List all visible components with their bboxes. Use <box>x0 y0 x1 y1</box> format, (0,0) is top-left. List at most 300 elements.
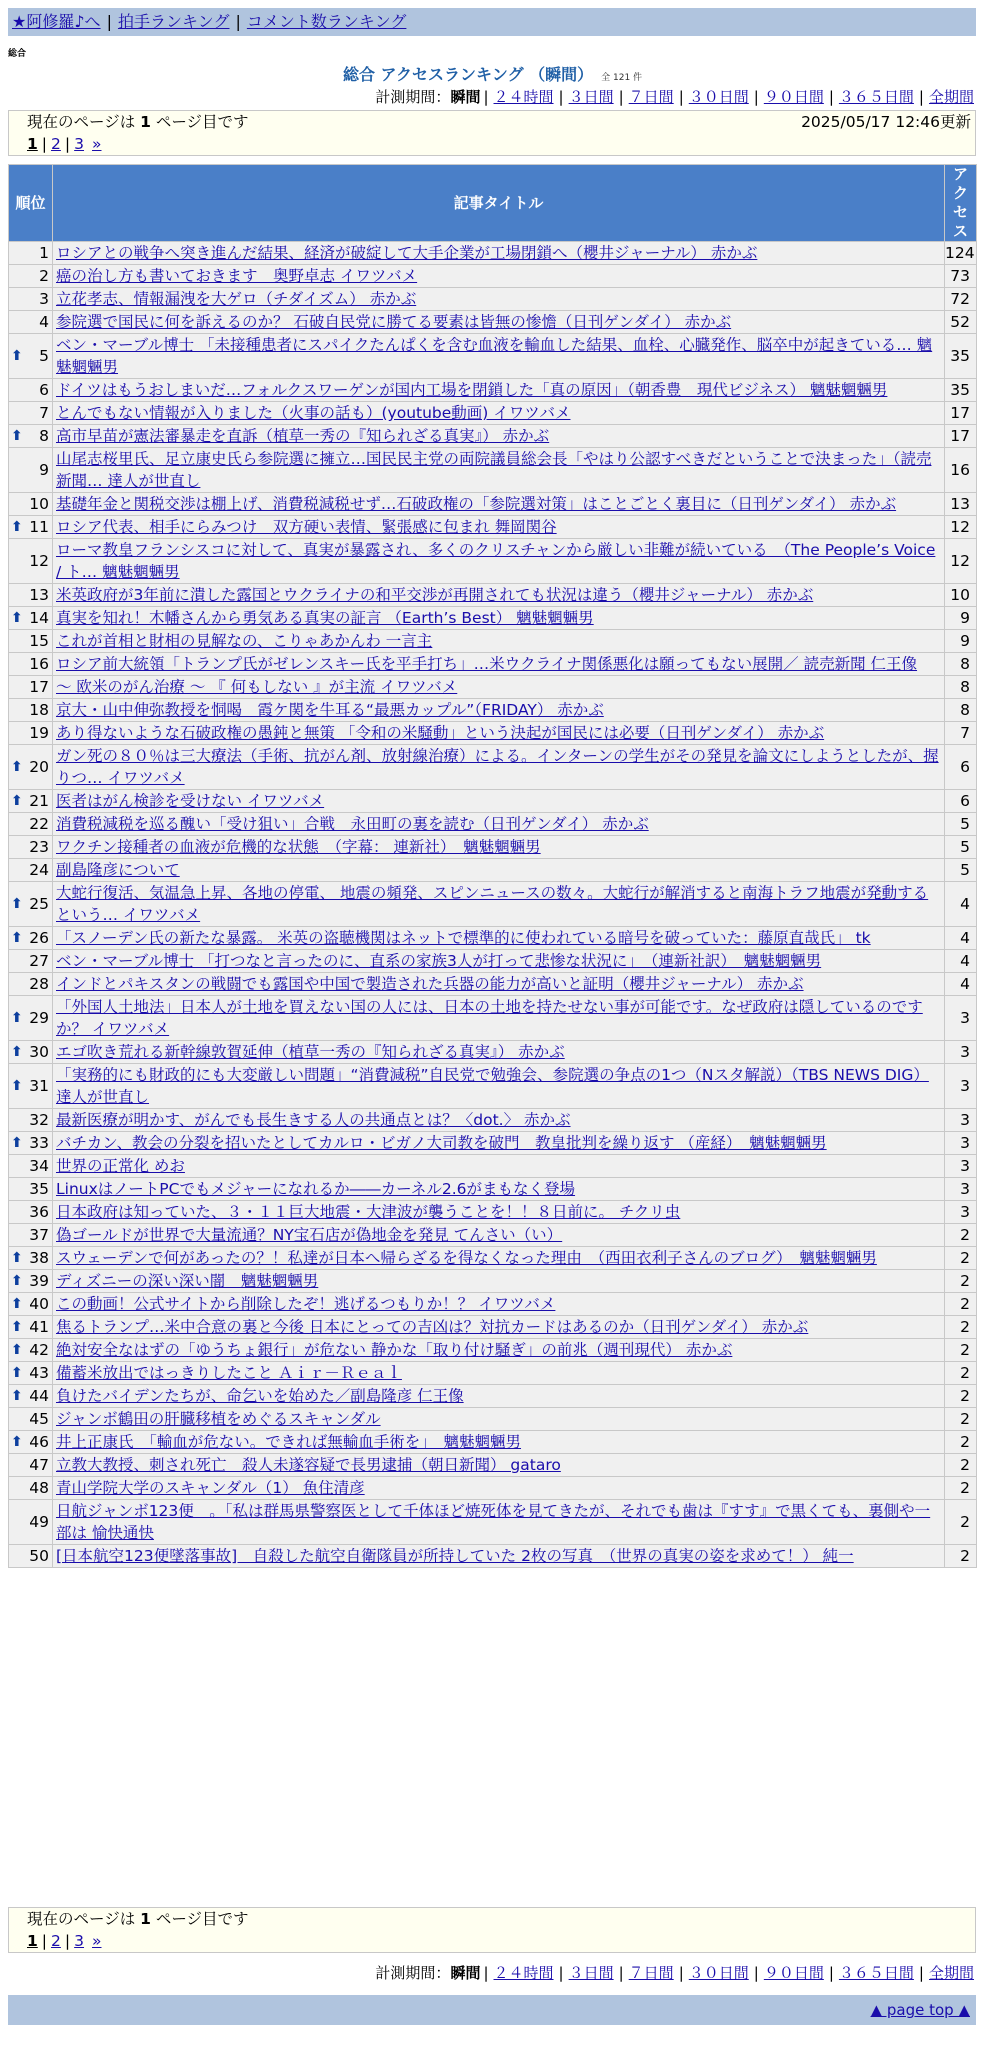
rank-number: 48 <box>29 1479 49 1497</box>
rank-cell <box>9 379 53 402</box>
article-title-link[interactable]: 消費税減税を巡る醜い「受け狙い」合戦 永田町の裏を読む（日刊ゲンダイ） 赤かぶ <box>56 815 649 833</box>
table-row <box>9 379 977 402</box>
rank-up-arrow-icon: ⬆ <box>11 348 23 364</box>
title-cell <box>53 722 945 745</box>
rank-number: 8 <box>39 427 49 445</box>
article-title-link[interactable]: これが首相と財相の見解なの、こりゃあかんわ 一言主 <box>56 632 433 650</box>
access-count: 52 <box>945 311 977 334</box>
access-count: 13 <box>945 493 977 516</box>
rank-up-arrow-icon: ⬆ <box>11 1250 23 1266</box>
article-title-link[interactable]: 世界の正常化 めお <box>56 1157 185 1175</box>
rank-number: 23 <box>29 838 49 856</box>
access-count: 4 <box>945 927 977 950</box>
rank-up-arrow-icon: ⬆ <box>11 896 23 912</box>
access-count: 5 <box>945 836 977 859</box>
page-status <box>9 1908 975 1930</box>
article-title-link[interactable]: 「実務的にも財政的にも大変厳しい問題」“消費減税”自民党で勉強会、参院選の争点の1つ（Nスタ解説）（TBS NEWS DIG） 達人が世直し <box>56 1066 929 1106</box>
rank-number: 40 <box>29 1295 49 1313</box>
rank-number: 5 <box>39 347 49 365</box>
rank-up-arrow-icon: ⬆ <box>11 759 23 775</box>
title-cell <box>53 584 945 607</box>
table-row <box>9 584 977 607</box>
rank-cell <box>9 607 53 630</box>
rank-number: 17 <box>29 678 49 696</box>
title-cell <box>53 676 945 699</box>
table-row <box>9 1247 977 1270</box>
ranking-rows <box>9 242 977 1568</box>
rank-number: 30 <box>29 1043 49 1061</box>
article-title-link[interactable]: 青山学院大学のスキャンダル（1） 魚住清彦 <box>56 1479 365 1497</box>
page-top-link[interactable]: ▲ page top ▲ <box>870 2001 970 2019</box>
title-cell <box>53 402 945 425</box>
title-cell <box>53 493 945 516</box>
table-row <box>9 882 977 927</box>
rank-cell <box>9 745 53 790</box>
table-row <box>9 1408 977 1431</box>
title-cell <box>53 539 945 584</box>
access-count: 5 <box>945 813 977 836</box>
title-cell <box>53 1339 945 1362</box>
rank-number: 4 <box>39 313 49 331</box>
title-cell <box>53 1408 945 1431</box>
rank-cell <box>9 1408 53 1431</box>
table-row <box>9 1178 977 1201</box>
period-current: 瞬間 <box>450 88 481 106</box>
table-row <box>9 1339 977 1362</box>
page-status-suffix: ページ目です <box>150 1910 249 1928</box>
rank-cell <box>9 1178 53 1201</box>
title-cell <box>53 950 945 973</box>
table-row <box>9 745 977 790</box>
article-title-link[interactable]: ローマ教皇フランシスコに対して、真実が暴露され、多くのクリスチャンから厳しい非難が続いている （The People’s Voice / ト… 魑魅魍魎男 <box>56 541 936 581</box>
rank-number: 39 <box>29 1272 49 1290</box>
title-cell <box>53 448 945 493</box>
article-title-link[interactable]: 京大・山中伸弥教授を恫喝 霞ケ関を牛耳る“最悪カップル”（FRIDAY） 赤かぶ <box>56 701 604 719</box>
rank-number: 10 <box>29 495 49 513</box>
page-link-3[interactable]: 3 <box>74 135 85 153</box>
article-title-link[interactable]: ベン・マーブル博士 「未接種患者にスパイクたんぱくを含む血液を輸血した結果、血栓、心臓発作、脳卒中が起きている… 魑魅魍魎男 <box>56 336 933 376</box>
rank-number: 25 <box>29 895 49 913</box>
article-title-link[interactable]: 「スノーデン氏の新たな暴露。 米英の盗聴機関はネットで標準的に使われている暗号を破っていた：藤原直哉氏」 tk <box>56 929 871 947</box>
article-title-link[interactable]: ドイツはもうおしまいだ…フォルクスワーゲンが国内工場を閉鎖した「真の原因」（朝香豊 現代ビジネス） 魑魅魍魎男 <box>56 381 888 399</box>
site-home-link[interactable]: ★阿修羅♪へ <box>12 12 101 31</box>
article-title-link[interactable]: 副島隆彦について <box>56 861 180 879</box>
page-status-prefix: 現在のページは <box>27 1910 141 1928</box>
rank-number: 41 <box>29 1318 49 1336</box>
table-row <box>9 836 977 859</box>
article-title-link[interactable]: 高市早苗が憲法審暴走を直訴（植草一秀の『知られざる真実』） 赤かぶ <box>56 427 550 445</box>
access-count: 3 <box>945 1064 977 1109</box>
article-title-link[interactable]: ガン死の８０％は三大療法（手術、抗がん剤、放射線治療）による。インターンの学生がその発見を論文にしようとしたが、握りつ… イワツバメ <box>56 747 939 787</box>
rank-cell <box>9 630 53 653</box>
article-title-link[interactable]: [日本航空123便墜落事故] 自殺した航空自衛隊員が所持していた 2枚の写真 （世界の真実の姿を求めて！） 純一 <box>56 1547 854 1565</box>
title-cell <box>53 1385 945 1408</box>
access-count: 124 <box>945 242 977 265</box>
rank-up-arrow-icon: ⬆ <box>11 1365 23 1381</box>
rank-cell <box>9 676 53 699</box>
title-cell <box>53 1545 945 1568</box>
page-title <box>0 62 985 85</box>
article-title-link[interactable]: ディズニーの深い深い闇 魑魅魍魎男 <box>56 1272 319 1290</box>
table-row <box>9 859 977 882</box>
access-count: 2 <box>945 1293 977 1316</box>
period-90d-link[interactable]: ９０日間 <box>763 1964 824 1982</box>
rank-number: 6 <box>39 381 49 399</box>
updated-timestamp: 2025/05/17 12:46更新 <box>801 113 971 131</box>
period-all-link[interactable]: 全期間 <box>928 88 974 106</box>
title-cell <box>53 1500 945 1545</box>
article-title-link[interactable]: 真実を知れ！木幡さんから勇気ある真実の証言 （Earth’s Best） 魑魅魍魎男 <box>56 609 594 627</box>
table-row <box>9 927 977 950</box>
period-90d-link[interactable]: ９０日間 <box>763 88 824 106</box>
rank-cell <box>9 1454 53 1477</box>
rank-number: 13 <box>29 586 49 604</box>
table-row <box>9 607 977 630</box>
table-row <box>9 1545 977 1568</box>
rank-number: 15 <box>29 632 49 650</box>
page-link-next[interactable]: » <box>92 1932 102 1950</box>
rank-cell <box>9 539 53 584</box>
rank-cell <box>9 493 53 516</box>
article-title-link[interactable]: 偽ゴールドが世界で大量流通？NY宝石店が偽地金を発見 てんさい（い） <box>56 1226 563 1244</box>
title-cell <box>53 425 945 448</box>
title-cell <box>53 265 945 288</box>
access-count: 2 <box>945 1545 977 1568</box>
article-title-link[interactable]: インドとパキスタンの戦闘でも露国や中国で製造された兵器の能力が高いと証明（櫻井ジャーナル） 赤かぶ <box>56 975 804 993</box>
rank-cell <box>9 1500 53 1545</box>
period-24h-link[interactable]: ２４時間 <box>493 1964 554 1982</box>
rank-up-arrow-icon: ⬆ <box>11 1010 23 1026</box>
article-title-link[interactable]: 備蓄米放出ではっきりしたこと Ａｉｒ－Ｒｅａｌ <box>56 1364 402 1382</box>
article-title-link[interactable]: ロシア代表、相手にらみつけ 双方硬い表情、緊張感に包まれ 舞岡関谷 <box>56 518 557 536</box>
period-30d-link[interactable]: ３０日間 <box>688 88 749 106</box>
article-title-link[interactable]: 立花孝志、情報漏洩を大ゲロ（チダイズム） 赤かぶ <box>56 290 417 308</box>
table-row <box>9 630 977 653</box>
rank-cell <box>9 1477 53 1500</box>
article-title-link[interactable]: 参院選で国民に何を訴えるのか？ 石破自民党に勝てる要素は皆無の惨憺（日刊ゲンダイ） 赤かぶ <box>56 313 732 331</box>
rank-number: 3 <box>39 290 49 308</box>
article-title-link[interactable]: 山尾志桜里氏、足立康史氏ら参院選に擁立…国民民主党の両院議員総会長「やはり公認すべきだということで決まった」（読売新聞… 達人が世直し <box>56 450 932 490</box>
table-row <box>9 311 977 334</box>
rank-number: 11 <box>29 518 49 536</box>
title-cell <box>53 1270 945 1293</box>
access-count: 2 <box>945 1339 977 1362</box>
table-row <box>9 676 977 699</box>
title-cell <box>53 1041 945 1064</box>
period-3d-link[interactable]: ３日間 <box>568 88 614 106</box>
access-count: 3 <box>945 1178 977 1201</box>
article-title-link[interactable]: ロシアとの戦争へ突き進んだ結果、経済が破綻して大手企業が工場閉鎖へ（櫻井ジャーナル） 赤かぶ <box>56 244 758 262</box>
article-title-link[interactable]: 「外国人土地法」日本人が土地を買えない国の人には、日本の土地を持たせない事が可能です。なぜ政府は隠しているのですか？ イワツバメ <box>56 998 923 1038</box>
rank-number: 14 <box>29 609 49 627</box>
page-status <box>9 111 975 133</box>
rank-up-arrow-icon: ⬆ <box>11 1319 23 1335</box>
article-title-link[interactable]: 癌の治し方も書いておきます 奥野卓志 イワツバメ <box>56 267 418 285</box>
access-count: 35 <box>945 334 977 379</box>
article-title-link[interactable]: 井上正康氏 「輸血が危ない。できれば無輸血手術を」 魑魅魍魎男 <box>56 1433 522 1451</box>
clap-ranking-link[interactable]: 拍手ランキング <box>117 12 230 31</box>
rank-cell <box>9 1132 53 1155</box>
header-count: アクセス <box>945 165 977 242</box>
table-row <box>9 493 977 516</box>
article-title-link[interactable]: 最新医療が明かす、がんでも長生きする人の共通点とは？〈dot.〉 赤かぶ <box>56 1111 571 1129</box>
article-title-link[interactable]: 日本政府は知っていた、３・１１巨大地震・大津波が襲うことを！！８日前に。 チクリ虫 <box>56 1203 681 1221</box>
title-cell <box>53 311 945 334</box>
period-24h-link[interactable]: ２４時間 <box>493 88 554 106</box>
article-title-link[interactable]: 米英政府が3年前に潰した露国とウクライナの和平交渉が再開されても状況は違う（櫻井ジャーナル） 赤かぶ <box>56 586 814 604</box>
access-count: 3 <box>945 996 977 1041</box>
rank-number: 37 <box>29 1226 49 1244</box>
table-row <box>9 402 977 425</box>
title-cell <box>53 699 945 722</box>
title-cell <box>53 1431 945 1454</box>
access-count: 6 <box>945 745 977 790</box>
page-status-prefix: 現在のページは <box>27 113 141 131</box>
rank-number: 1 <box>39 244 49 262</box>
article-title-link[interactable]: 医者はがん検診を受けない イワツバメ <box>56 792 325 810</box>
rank-cell <box>9 950 53 973</box>
article-title-link[interactable]: 基礎年金と関税交渉は棚上げ、消費税減税せず…石破政権の「参院選対策」はことごとく裏目に（日刊ゲンダイ） 赤かぶ <box>56 495 897 513</box>
table-row <box>9 1362 977 1385</box>
rank-number: 43 <box>29 1364 49 1382</box>
title-cell <box>53 1293 945 1316</box>
title-cell <box>53 1132 945 1155</box>
rank-cell <box>9 859 53 882</box>
rank-up-arrow-icon: ⬆ <box>11 1273 23 1289</box>
table-row <box>9 722 977 745</box>
title-cell <box>53 242 945 265</box>
access-count: 12 <box>945 516 977 539</box>
article-title-link[interactable]: LinuxはノートPCでもメジャーになれるか――カーネル2.6がまもなく登場 <box>56 1180 576 1198</box>
rank-up-arrow-icon: ⬆ <box>11 519 23 535</box>
title-cell <box>53 1064 945 1109</box>
access-count: 6 <box>945 790 977 813</box>
rank-cell <box>9 1316 53 1339</box>
page-link-2[interactable]: 2 <box>51 1932 61 1950</box>
rank-number: 33 <box>29 1134 49 1152</box>
nav-separator: | <box>235 12 241 31</box>
period-365d-link[interactable]: ３６５日間 <box>838 1964 914 1982</box>
access-count: 3 <box>945 1201 977 1224</box>
access-count: 2 <box>945 1431 977 1454</box>
period-30d-link[interactable]: ３０日間 <box>688 1964 749 1982</box>
page-link-next[interactable]: » <box>92 135 102 153</box>
article-title-link[interactable]: 日航ジャンボ123便 。「私は群馬県警察医として千体ほど焼死体を見てきたが、それでも歯は『すす』で黒くても、裏側や一部は 愉快通快 <box>56 1502 931 1542</box>
title-cell <box>53 516 945 539</box>
table-row <box>9 790 977 813</box>
article-title-link[interactable]: 大蛇行復活、気温急上昇、各地の停電、 地震の頻発、スピンニュースの数々。大蛇行が解消すると南海トラフ地震が発動するという… イワツバメ <box>56 884 929 924</box>
access-count: 9 <box>945 607 977 630</box>
article-title-link[interactable]: ワクチン接種者の血液が危機的な状態 （字幕： 連新社） 魑魅魍魎男 <box>56 838 541 856</box>
period-7d-link[interactable]: ７日間 <box>628 88 674 106</box>
access-count: 4 <box>945 882 977 927</box>
table-row <box>9 1155 977 1178</box>
title-cell <box>53 1109 945 1132</box>
title-cell <box>53 1316 945 1339</box>
page-link-3[interactable]: 3 <box>74 1932 85 1950</box>
rank-up-arrow-icon: ⬆ <box>11 930 23 946</box>
period-7d-link[interactable]: ７日間 <box>628 1964 674 1982</box>
rank-number: 22 <box>29 815 49 833</box>
access-count: 9 <box>945 630 977 653</box>
access-count: 2 <box>945 1500 977 1545</box>
article-title-link[interactable]: この動画！公式サイトから削除したぞ！逃げるつもりか！？ イワツバメ <box>56 1295 556 1313</box>
period-all-link[interactable]: 全期間 <box>928 1964 974 1982</box>
access-count: 4 <box>945 950 977 973</box>
rank-number: 42 <box>29 1341 49 1359</box>
rank-cell <box>9 1247 53 1270</box>
rank-up-arrow-icon: ⬆ <box>11 1296 23 1312</box>
rank-up-arrow-icon: ⬆ <box>11 793 23 809</box>
page-link-current: 1 <box>27 135 38 153</box>
table-row <box>9 1201 977 1224</box>
rank-cell <box>9 1224 53 1247</box>
article-title-link[interactable]: 焦るトランプ…米中合意の裏と今後 日本にとっての吉凶は？対抗カードはあるのか（日刊ゲンダイ） 赤かぶ <box>56 1318 809 1336</box>
table-row <box>9 1064 977 1109</box>
rank-number: 34 <box>29 1157 49 1175</box>
rank-cell <box>9 1109 53 1132</box>
rank-number: 31 <box>29 1077 49 1095</box>
rank-cell <box>9 448 53 493</box>
title-cell <box>53 927 945 950</box>
rank-cell <box>9 927 53 950</box>
rank-number: 16 <box>29 655 49 673</box>
table-row <box>9 265 977 288</box>
rank-cell <box>9 996 53 1041</box>
rank-number: 26 <box>29 929 49 947</box>
table-row <box>9 950 977 973</box>
article-title-link[interactable]: 立教大教授、刺され死亡 殺人未遂容疑で長男逮捕（朝日新聞） gataro <box>56 1456 561 1474</box>
title-cell <box>53 813 945 836</box>
period-current: 瞬間 <box>450 1964 481 1982</box>
rank-number: 24 <box>29 861 49 879</box>
rank-number: 38 <box>29 1249 49 1267</box>
article-title-link[interactable]: ～ 欧米のがん治療 ～ 『 何もしない 』が主流 イワツバメ <box>56 678 458 696</box>
rank-up-arrow-icon: ⬆ <box>11 610 23 626</box>
table-row <box>9 1316 977 1339</box>
article-title-link[interactable]: ジャンボ鶴田の肝臓移植をめぐるスキャンダル <box>56 1410 381 1428</box>
title-cell <box>53 745 945 790</box>
access-count: 12 <box>945 539 977 584</box>
title-cell <box>53 288 945 311</box>
title-cell <box>53 882 945 927</box>
title-cell <box>53 1201 945 1224</box>
table-row <box>9 1431 977 1454</box>
access-count: 2 <box>945 1362 977 1385</box>
rank-cell <box>9 699 53 722</box>
header-rank: 順位 <box>9 165 53 242</box>
page-link-2[interactable]: 2 <box>51 135 61 153</box>
rank-number: 32 <box>29 1111 49 1129</box>
access-count: 16 <box>945 448 977 493</box>
access-count: 3 <box>945 1109 977 1132</box>
access-count: 8 <box>945 676 977 699</box>
access-count: 2 <box>945 1224 977 1247</box>
rank-cell <box>9 1041 53 1064</box>
rank-cell <box>9 1339 53 1362</box>
article-title-link[interactable]: 負けたバイデンたちが、命乞いを始めた／副島隆彦 仁王像 <box>56 1387 464 1405</box>
access-count: 73 <box>945 265 977 288</box>
access-count: 3 <box>945 1155 977 1178</box>
pagination-bottom <box>8 1907 976 1953</box>
rank-up-arrow-icon: ⬆ <box>11 1135 23 1151</box>
total-count: 全 121 件 <box>601 73 643 83</box>
rank-cell <box>9 402 53 425</box>
article-title-link[interactable]: バチカン、教会の分裂を招いたとしてカルロ・ビガノ大司教を破門 教皇批判を繰り返す （産経） 魑魅魍魎男 <box>56 1134 827 1152</box>
rank-number: 45 <box>29 1410 49 1428</box>
rank-up-arrow-icon: ⬆ <box>11 1342 23 1358</box>
access-count: 17 <box>945 402 977 425</box>
rank-number: 44 <box>29 1387 49 1405</box>
access-count: 4 <box>945 973 977 996</box>
rank-up-arrow-icon: ⬆ <box>11 428 23 444</box>
title-cell <box>53 859 945 882</box>
article-title-link[interactable]: ロシア前大統領「トランプ氏がゼレンスキー氏を平手打ち」…米ウクライナ関係悪化は願ってもない展開／ 読売新聞 仁王像 <box>56 655 918 673</box>
rank-cell <box>9 836 53 859</box>
footer-bar <box>8 1995 976 2025</box>
rank-up-arrow-icon: ⬆ <box>11 1388 23 1404</box>
access-count: 5 <box>945 859 977 882</box>
rank-cell <box>9 334 53 379</box>
rank-cell <box>9 1545 53 1568</box>
access-count: 35 <box>945 379 977 402</box>
article-title-link[interactable]: あり得ないような石破政権の愚鈍と無策 「令和の米騒動」という決起が国民には必要（日刊ゲンダイ） 赤かぶ <box>56 724 825 742</box>
rank-number: 29 <box>29 1009 49 1027</box>
article-title-link[interactable]: 絶対安全なはずの「ゆうちょ銀行」が危ない 静かな「取り付け騒ぎ」の前兆（週刊現代） 赤かぶ <box>56 1341 733 1359</box>
table-header-row <box>9 165 977 242</box>
rank-number: 12 <box>29 552 49 570</box>
ranking-table <box>8 164 977 1568</box>
table-row <box>9 1270 977 1293</box>
rank-number: 21 <box>29 792 49 810</box>
rank-cell <box>9 790 53 813</box>
comment-ranking-link[interactable]: コメント数ランキング <box>246 12 407 31</box>
page-links: 1 | 2 | 3 » <box>27 135 102 153</box>
title-cell <box>53 1477 945 1500</box>
access-count: 3 <box>945 1132 977 1155</box>
table-row <box>9 1500 977 1545</box>
title-cell <box>53 1247 945 1270</box>
access-count: 2 <box>945 1316 977 1339</box>
access-count: 2 <box>945 1385 977 1408</box>
table-row <box>9 1454 977 1477</box>
table-row <box>9 1477 977 1500</box>
period-3d-link[interactable]: ３日間 <box>568 1964 614 1982</box>
rank-up-arrow-icon: ⬆ <box>11 1078 23 1094</box>
period-selector-top: 計測期間：瞬間 | ２４時間 | ３日間 | ７日間 | ３０日間 | ９０日間 | ３６５日間 | 全期間 <box>375 88 974 106</box>
article-title-link[interactable]: エゴ吹き荒れる新幹線敦賀延伸（植草一秀の『知られざる真実』） 赤かぶ <box>56 1043 565 1061</box>
table-row <box>9 1293 977 1316</box>
article-title-link[interactable]: とんでもない情報が入りました（火事の話も）(youtube動画) イワツバメ <box>56 404 571 422</box>
title-cell <box>53 1178 945 1201</box>
rank-cell <box>9 722 53 745</box>
article-title-link[interactable]: ベン・マーブル博士 「打つなと言ったのに、直系の家族3人が打って悲惨な状況に」 （連新社訳） 魑魅魍魎男 <box>56 952 822 970</box>
rank-number: 9 <box>39 461 49 479</box>
rank-cell <box>9 425 53 448</box>
period-365d-link[interactable]: ３６５日間 <box>838 88 914 106</box>
table-row <box>9 653 977 676</box>
rank-cell <box>9 653 53 676</box>
rank-number: 18 <box>29 701 49 719</box>
article-title-link[interactable]: スウェーデンで何があったの？！私達が日本へ帰らざるを得なくなった理由 （西田衣利子さんのブログ） 魑魅魍魎男 <box>56 1249 877 1267</box>
rank-cell <box>9 242 53 265</box>
table-row <box>9 242 977 265</box>
ranking-title: 総合 アクセスランキング （瞬間） <box>342 65 594 84</box>
table-row <box>9 1224 977 1247</box>
current-page-number: 1 <box>140 1910 151 1928</box>
title-cell <box>53 996 945 1041</box>
title-cell <box>53 630 945 653</box>
